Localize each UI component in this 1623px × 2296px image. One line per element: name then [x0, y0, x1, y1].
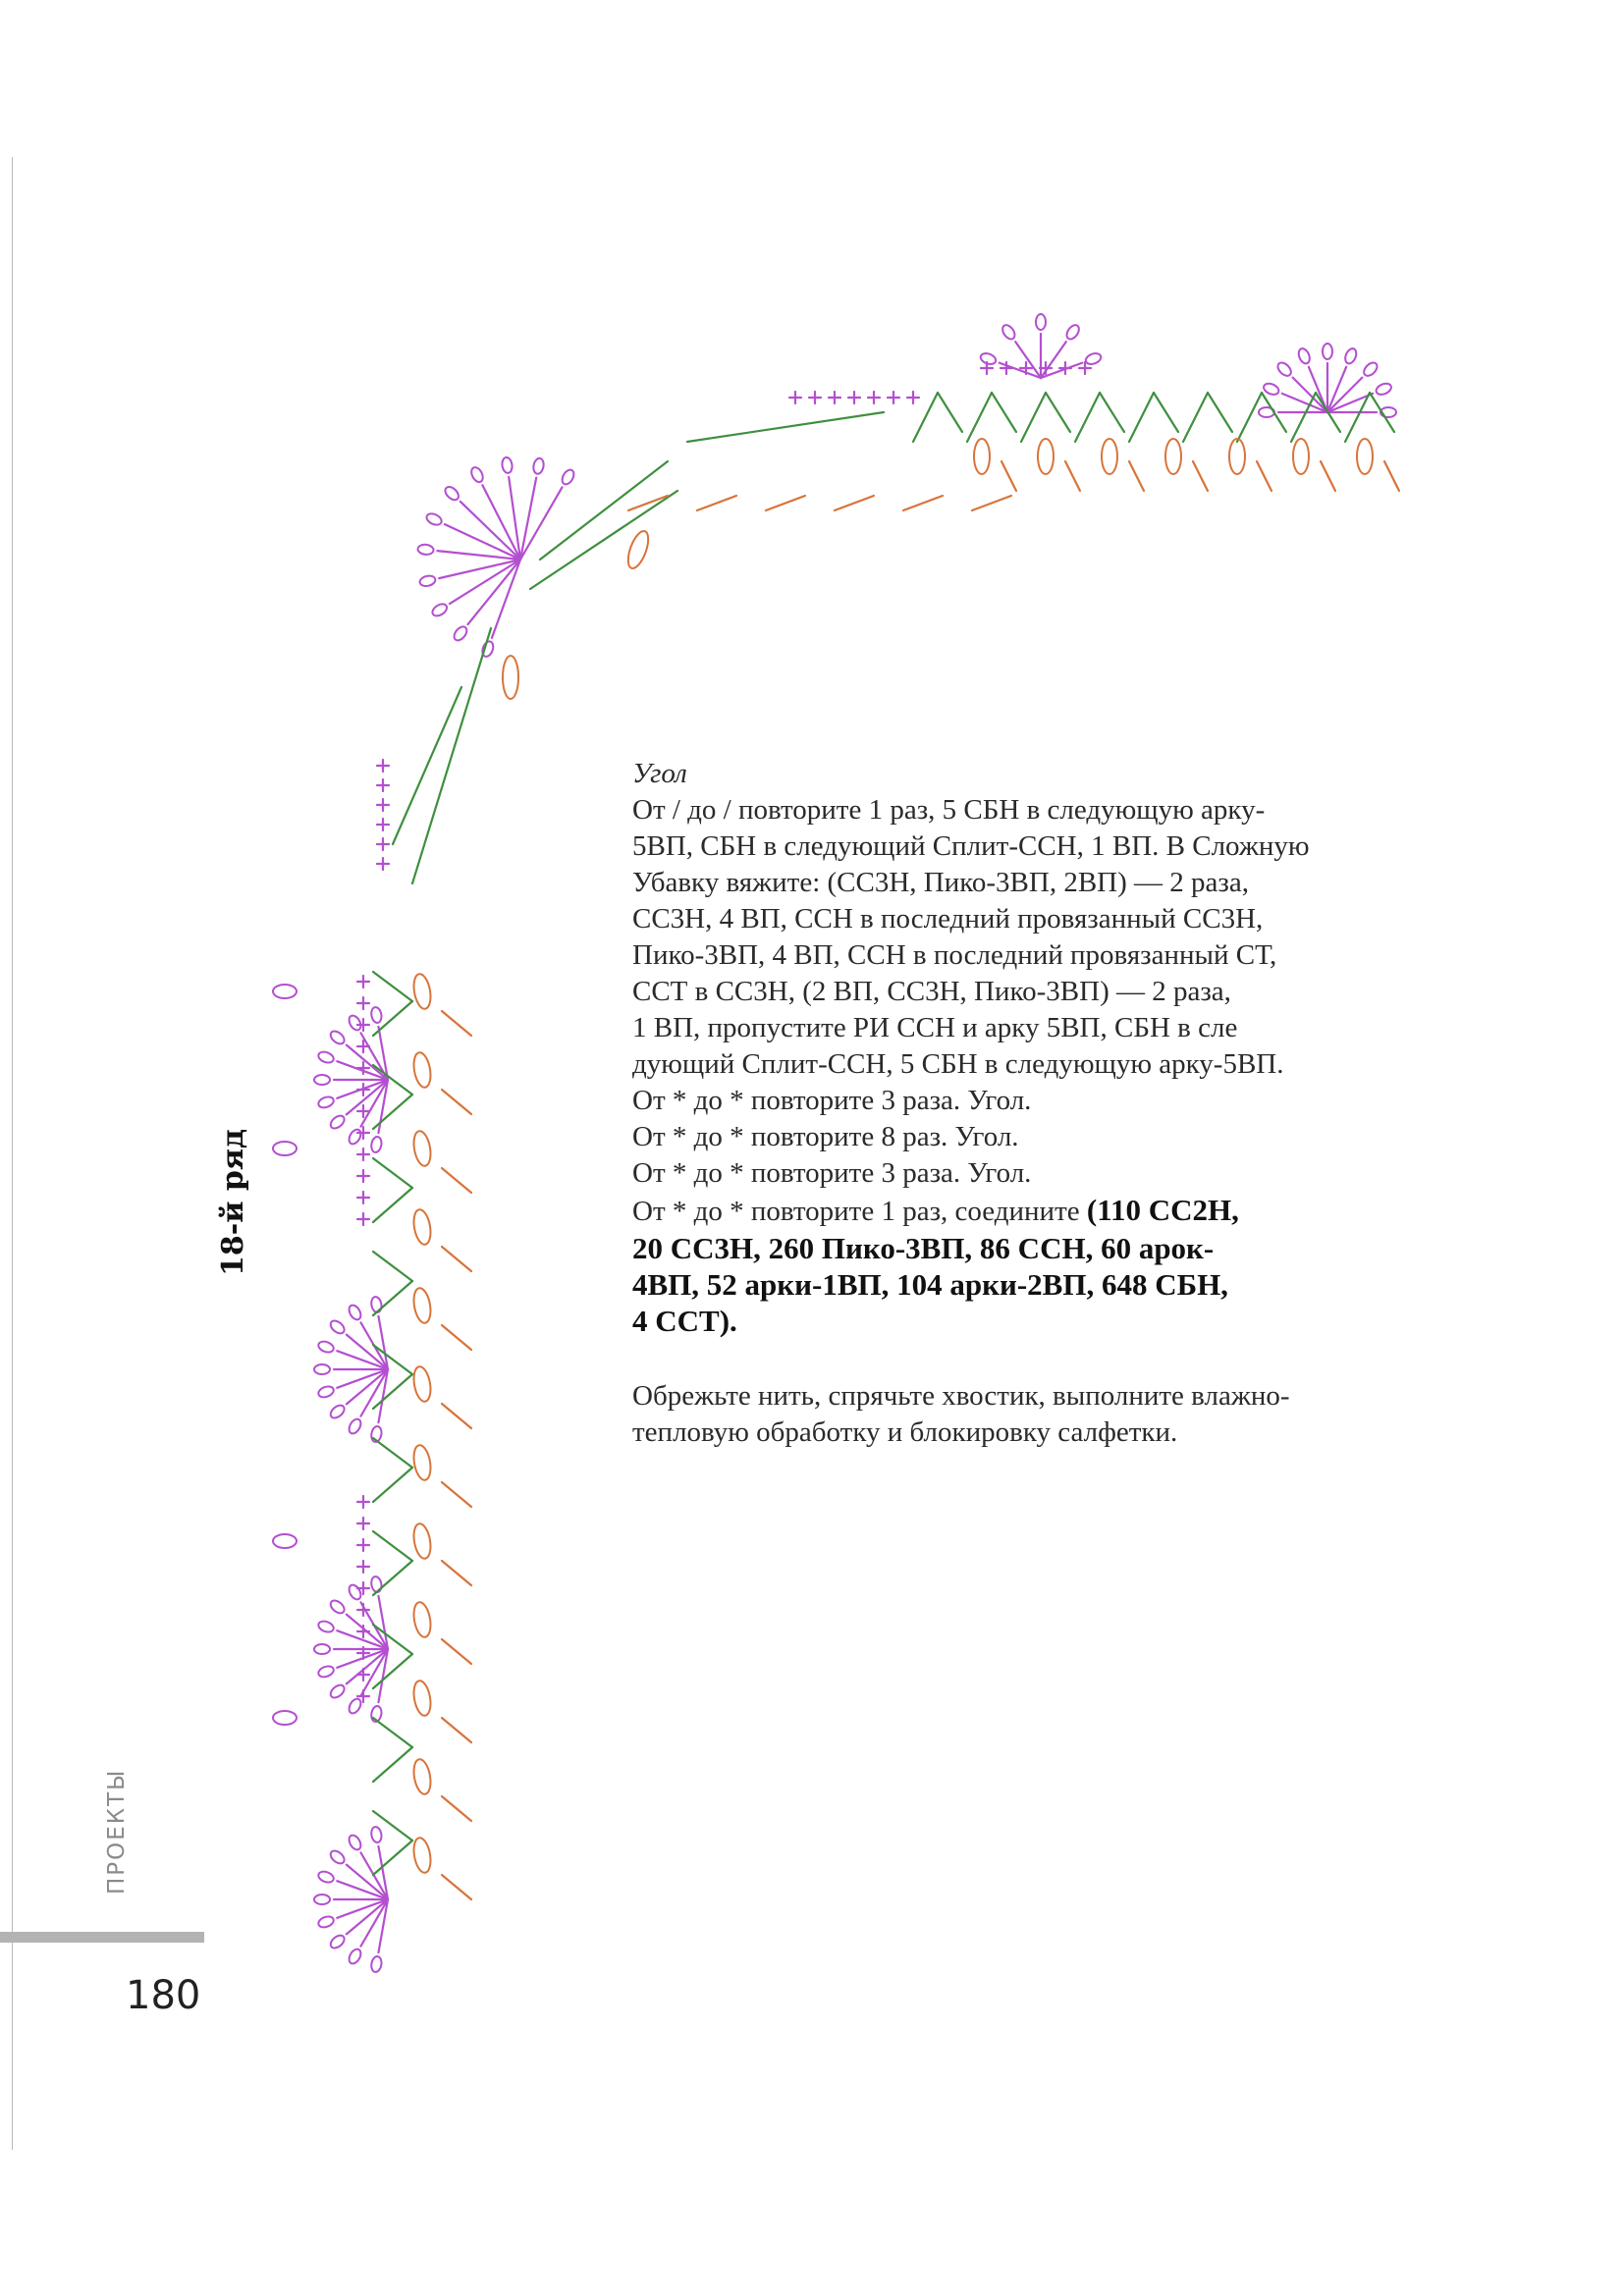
chain-symbol — [347, 1304, 363, 1322]
chain-symbol — [328, 1933, 347, 1950]
chain-symbol — [560, 468, 576, 487]
instruction-final-line — [632, 1192, 1339, 1230]
dc-symbol — [373, 1438, 412, 1468]
chain-symbol — [314, 1364, 330, 1374]
chain-symbol — [1262, 382, 1280, 397]
instruction-line: СС3Н, 4 ВП, ССН в последний провязанный СС3Н, — [632, 903, 1264, 934]
chain-symbol — [314, 1644, 330, 1654]
row-label: 18-й ряд — [216, 1128, 250, 1276]
fan-stitch-symbol — [337, 1899, 388, 1918]
dc-symbol — [1129, 393, 1154, 442]
chain-symbol — [419, 574, 437, 587]
chain-symbol — [317, 1384, 335, 1399]
fan-stitch-symbol — [450, 560, 520, 604]
chain-symbol — [347, 1014, 363, 1033]
fan-stitch-symbol — [337, 1881, 388, 1899]
dc-symbol — [1046, 393, 1070, 432]
section-tab-bar — [0, 1932, 204, 1943]
dc-symbol — [442, 1796, 471, 1821]
chain-line — [766, 496, 805, 510]
chain-symbol — [317, 1095, 335, 1109]
dc-symbol — [442, 1247, 471, 1271]
dc-symbol — [442, 1561, 471, 1585]
dc-symbol — [1065, 461, 1080, 491]
chain-symbol — [347, 1583, 363, 1602]
dc-symbol — [1208, 393, 1232, 432]
chain-symbol — [411, 1287, 433, 1324]
chain-symbol — [411, 1365, 433, 1403]
chain-symbol — [411, 1208, 433, 1246]
chain-symbol — [411, 1837, 433, 1874]
chain-symbol — [273, 1534, 297, 1548]
chain-symbol — [1001, 323, 1017, 342]
dc-symbol — [442, 1090, 471, 1114]
chain-symbol — [370, 1296, 383, 1312]
chain-symbol — [1102, 439, 1117, 474]
chain-symbol — [1357, 439, 1373, 474]
chain-symbol — [370, 1575, 383, 1592]
dc-symbol — [373, 1095, 412, 1129]
chain-symbol — [1323, 344, 1332, 359]
chain-symbol — [503, 656, 518, 699]
chain-symbol — [411, 1522, 433, 1560]
chain-symbol — [328, 1318, 347, 1336]
instruction-line: 5ВП, СБН в следующий Сплит-ССН, 1 ВП. В Сложную — [632, 830, 1310, 862]
finishing-line: тепловую обработку и блокировку салфетки. — [632, 1416, 1178, 1448]
chain-symbol — [317, 1664, 335, 1679]
dc-symbol — [442, 1718, 471, 1742]
chain-symbol — [328, 1029, 347, 1046]
fan-stitch-symbol — [437, 551, 520, 560]
instruction-line: Пико-3ВП, 4 ВП, ССН в последний провязанный СТ, — [632, 939, 1277, 971]
dc-symbol — [442, 1011, 471, 1036]
chain-symbol — [501, 456, 513, 473]
chain-symbol — [317, 1870, 335, 1885]
chain-symbol — [317, 1050, 335, 1065]
dc-symbol — [1291, 393, 1316, 442]
chain-symbol — [328, 1848, 347, 1866]
fan-stitch-symbol — [337, 1369, 388, 1388]
dc-symbol — [373, 1654, 412, 1688]
dc-symbol — [442, 1325, 471, 1350]
dc-symbol — [1257, 461, 1271, 491]
chain-line — [412, 628, 491, 883]
fan-stitch-symbol — [492, 560, 520, 638]
dc-symbol — [992, 393, 1016, 432]
dc-symbol — [442, 1639, 471, 1664]
dc-symbol — [442, 1875, 471, 1899]
dc-symbol — [1384, 461, 1399, 491]
chain-symbol — [317, 1620, 335, 1634]
dc-symbol — [373, 1188, 412, 1222]
dc-symbol — [373, 1374, 412, 1409]
instructions-heading: Угол — [632, 758, 687, 789]
chain-symbol — [314, 1075, 330, 1085]
instruction-line: ССТ в СС3Н, (2 ВП, СС3Н, Пико-3ВП) — 2 раза, — [632, 976, 1231, 1007]
chain-symbol — [1036, 314, 1046, 330]
dc-symbol — [373, 1001, 412, 1036]
chain-symbol — [411, 973, 433, 1010]
dc-symbol — [442, 1482, 471, 1507]
chain-symbol — [1375, 382, 1393, 397]
final-prefix: От * до * повторите 1 раз, соедините — [632, 1196, 1080, 1227]
fan-stitch-symbol — [337, 1351, 388, 1369]
stitch-totals: 20 СС3Н, 260 Пико-3ВП, 86 ССН, 60 арок- — [632, 1231, 1215, 1265]
section-label: ПРОЕКТЫ — [104, 1768, 130, 1895]
dc-symbol — [913, 393, 938, 442]
chain-line — [903, 496, 943, 510]
dc-symbol — [442, 1404, 471, 1428]
dc-symbol — [1154, 393, 1178, 432]
instruction-line: От * до * повторите 8 раз. Угол. — [632, 1121, 1019, 1152]
chain-symbol — [370, 1136, 383, 1152]
dc-symbol — [967, 393, 992, 442]
chain-symbol — [1064, 323, 1081, 342]
chain-symbol — [411, 1758, 433, 1795]
dc-symbol — [1021, 393, 1046, 442]
chain-line — [687, 412, 884, 442]
chain-symbol — [624, 528, 653, 570]
chain-symbol — [328, 1598, 347, 1616]
chain-symbol — [1343, 347, 1358, 365]
dc-symbol — [373, 1811, 412, 1841]
dc-symbol — [1100, 393, 1124, 432]
chain-symbol — [430, 602, 449, 618]
chain-symbol — [347, 1948, 363, 1966]
stitch-totals: 4ВП, 52 арки-1ВП, 104 арки-2ВП, 648 СБН, — [632, 1267, 1228, 1302]
chain-symbol — [411, 1444, 433, 1481]
chain-symbol — [1275, 360, 1293, 378]
chain-symbol — [328, 1682, 347, 1700]
chain-symbol — [452, 624, 469, 643]
chain-symbol — [347, 1128, 363, 1147]
fan-stitch-symbol — [1293, 378, 1327, 412]
dc-symbol — [938, 393, 962, 432]
fan-stitch-symbol — [1327, 378, 1362, 412]
dc-symbol — [1183, 393, 1208, 442]
chain-symbol — [532, 457, 545, 475]
chain-line — [972, 496, 1011, 510]
chain-symbol — [979, 351, 997, 366]
chain-symbol — [1362, 360, 1380, 378]
chain-line — [393, 687, 461, 844]
chain-symbol — [443, 484, 460, 502]
chain-symbol — [328, 1403, 347, 1420]
dc-symbol — [373, 1718, 412, 1747]
finishing-line: Обрежьте нить, спрячьте хвостик, выполните влажно- — [632, 1380, 1290, 1412]
chain-line — [697, 496, 736, 510]
chain-symbol — [425, 511, 444, 527]
chain-symbol — [370, 1826, 383, 1842]
chain-symbol — [1038, 439, 1054, 474]
chain-symbol — [317, 1914, 335, 1929]
chain-symbol — [1165, 439, 1181, 474]
dc-symbol — [1237, 393, 1262, 442]
chain-symbol — [328, 1113, 347, 1131]
dc-symbol — [1001, 461, 1016, 491]
chain-symbol — [317, 1340, 335, 1355]
dc-symbol — [442, 1168, 471, 1193]
chain-symbol — [417, 544, 434, 556]
dc-symbol — [1321, 461, 1335, 491]
dc-symbol — [373, 1747, 412, 1782]
chain-symbol — [1084, 351, 1102, 366]
instruction-line: От / до / повторите 1 раз, 5 СБН в следующую арку- — [632, 794, 1266, 826]
chain-symbol — [1297, 347, 1312, 365]
chain-symbol — [273, 1142, 297, 1155]
chain-symbol — [273, 985, 297, 998]
chain-symbol — [1229, 439, 1245, 474]
instruction-line: дующий Сплит-ССН, 5 СБН в следующую арку-5ВП. — [632, 1048, 1284, 1080]
chain-symbol — [411, 1680, 433, 1717]
dc-symbol — [1075, 393, 1100, 442]
chain-symbol — [273, 1711, 297, 1725]
dc-symbol — [373, 1158, 412, 1188]
chain-symbol — [370, 1955, 383, 1972]
chain-symbol — [411, 1051, 433, 1089]
instruction-line: Убавку вяжите: (СС3Н, Пико-3ВП, 2ВП) — 2 раза, — [632, 867, 1249, 898]
chain-symbol — [347, 1417, 363, 1436]
chain-symbol — [370, 1006, 383, 1023]
instruction-line: От * до * повторите 3 раза. Угол. — [632, 1085, 1032, 1116]
chain-symbol — [411, 1130, 433, 1167]
fan-stitch-symbol — [460, 502, 520, 560]
chain-symbol — [347, 1697, 363, 1716]
chain-symbol — [469, 465, 485, 484]
page-number: 180 — [126, 1973, 201, 2018]
stitch-totals: (110 СС2Н, — [1086, 1193, 1239, 1227]
dc-symbol — [373, 972, 412, 1001]
chain-line — [835, 496, 874, 510]
instruction-line: 1 ВП, пропустите РИ ССН и арку 5ВП, СБН в сле — [632, 1012, 1238, 1043]
instructions-text — [632, 756, 1339, 1451]
dc-symbol — [373, 1531, 412, 1561]
instruction-line: От * до * повторите 3 раза. Угол. — [632, 1157, 1032, 1189]
chain-symbol — [314, 1895, 330, 1904]
chain-symbol — [411, 1601, 433, 1638]
dc-symbol — [1193, 461, 1208, 491]
chain-symbol — [347, 1834, 363, 1852]
dc-symbol — [373, 1468, 412, 1502]
fan-stitch-symbol — [445, 524, 520, 560]
chain-symbol — [974, 439, 990, 474]
chain-symbol — [1293, 439, 1309, 474]
dc-symbol — [373, 1252, 412, 1281]
dc-symbol — [1129, 461, 1144, 491]
stitch-totals: 4 ССТ). — [632, 1304, 737, 1338]
chain-line — [628, 496, 668, 510]
